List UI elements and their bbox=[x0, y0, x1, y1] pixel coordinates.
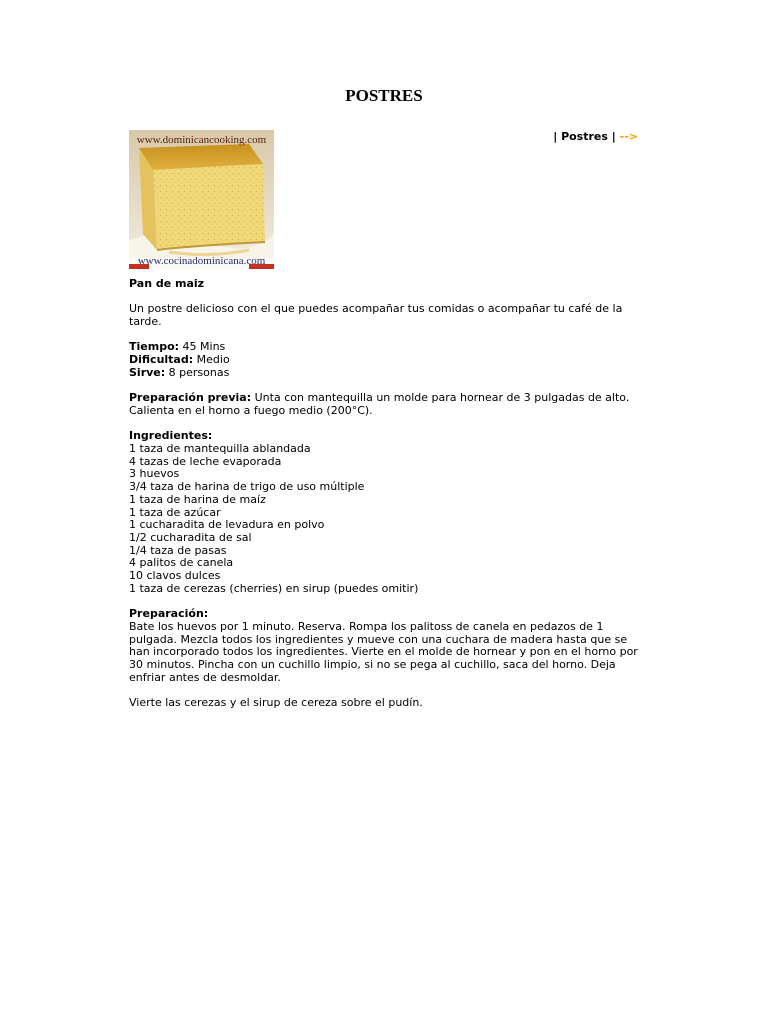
preparation-section bbox=[129, 608, 639, 684]
ingredients-label: Ingredientes: bbox=[129, 429, 213, 443]
next-arrow-link[interactable]: --> bbox=[619, 130, 638, 143]
ingredients-list bbox=[129, 443, 639, 595]
sirve-label: Sirve: bbox=[129, 365, 166, 379]
list-item: 1 taza de cerezas (cherries) en sirup (puedes omitir) bbox=[129, 581, 419, 595]
prep-previa bbox=[129, 392, 639, 417]
list-item: 4 tazas de leche evaporada bbox=[129, 454, 282, 468]
dificultad-value: Medio bbox=[196, 353, 230, 367]
dificultad-label: Dificultad: bbox=[129, 353, 194, 367]
list-item: 1 taza de mantequilla ablandada bbox=[129, 442, 311, 456]
list-item: 3/4 taza de harina de trigo de uso múltiple bbox=[129, 480, 365, 494]
top-nav bbox=[553, 130, 638, 143]
prep-previa-text: Unta con mantequilla un molde para hornear de 3 pulgadas de alto. Calienta en el horno a fuego medio (200°C). bbox=[129, 391, 630, 417]
cornbread-photo-icon bbox=[129, 130, 274, 269]
list-item: 3 huevos bbox=[129, 467, 180, 481]
recipe-content bbox=[129, 278, 639, 723]
recipe-name-text: Pan de maiz bbox=[129, 277, 205, 290]
list-item: 1 cucharadita de levadura en polvo bbox=[129, 518, 325, 532]
tiempo-label: Tiempo: bbox=[129, 340, 180, 354]
list-item: 1 taza de azúcar bbox=[129, 505, 221, 519]
recipe-intro: Un postre delicioso con el que puedes acompañar tus comidas o acompañar tu café de la tarde. bbox=[129, 302, 623, 329]
preparation-text: Bate los huevos por 1 minuto. Reserva. Rompa los palitoss de canela en pedazos de 1 pulgada. Mezcla todos los ingredientes y mueve con una cuchara de madera hasta que se han incorporado todos los ingredientes. Vierte en el molde de hornear y pon en el horno por 30 minutos. Pincha con un cuchillo limpio, si no se pega al cuchillo, saca del horno. Deja enfriar antes de desmoldar. bbox=[129, 619, 638, 684]
watermark-bottom: www.cocinadominicana.com bbox=[137, 255, 266, 267]
final-note: Vierte las cerezas y el sirup de cereza sobre el pudín. bbox=[129, 696, 423, 710]
preparation-label: Preparación: bbox=[129, 607, 209, 621]
list-item: 1/2 cucharadita de sal bbox=[129, 531, 252, 544]
prep-previa-label: Preparación previa: bbox=[129, 391, 252, 405]
list-item: 1 taza de harina de maíz bbox=[129, 492, 266, 506]
ingredients-section bbox=[129, 430, 639, 595]
tiempo-value: 45 Mins bbox=[182, 340, 226, 354]
postres-link[interactable]: Postres bbox=[561, 130, 608, 143]
page-title: POSTRES bbox=[345, 86, 423, 105]
recipe-meta bbox=[129, 341, 639, 379]
nav-separator: | bbox=[611, 130, 616, 143]
sirve-value: 8 personas bbox=[168, 365, 230, 379]
nav-separator: | bbox=[553, 130, 558, 143]
list-item: 4 palitos de canela bbox=[129, 556, 234, 570]
list-item: 1/4 taza de pasas bbox=[129, 543, 227, 557]
list-item: 10 clavos dulces bbox=[129, 569, 221, 583]
watermark-top: www.dominicancooking.com bbox=[136, 134, 267, 146]
recipe-name bbox=[129, 278, 639, 291]
cornbread-photo bbox=[129, 130, 274, 269]
